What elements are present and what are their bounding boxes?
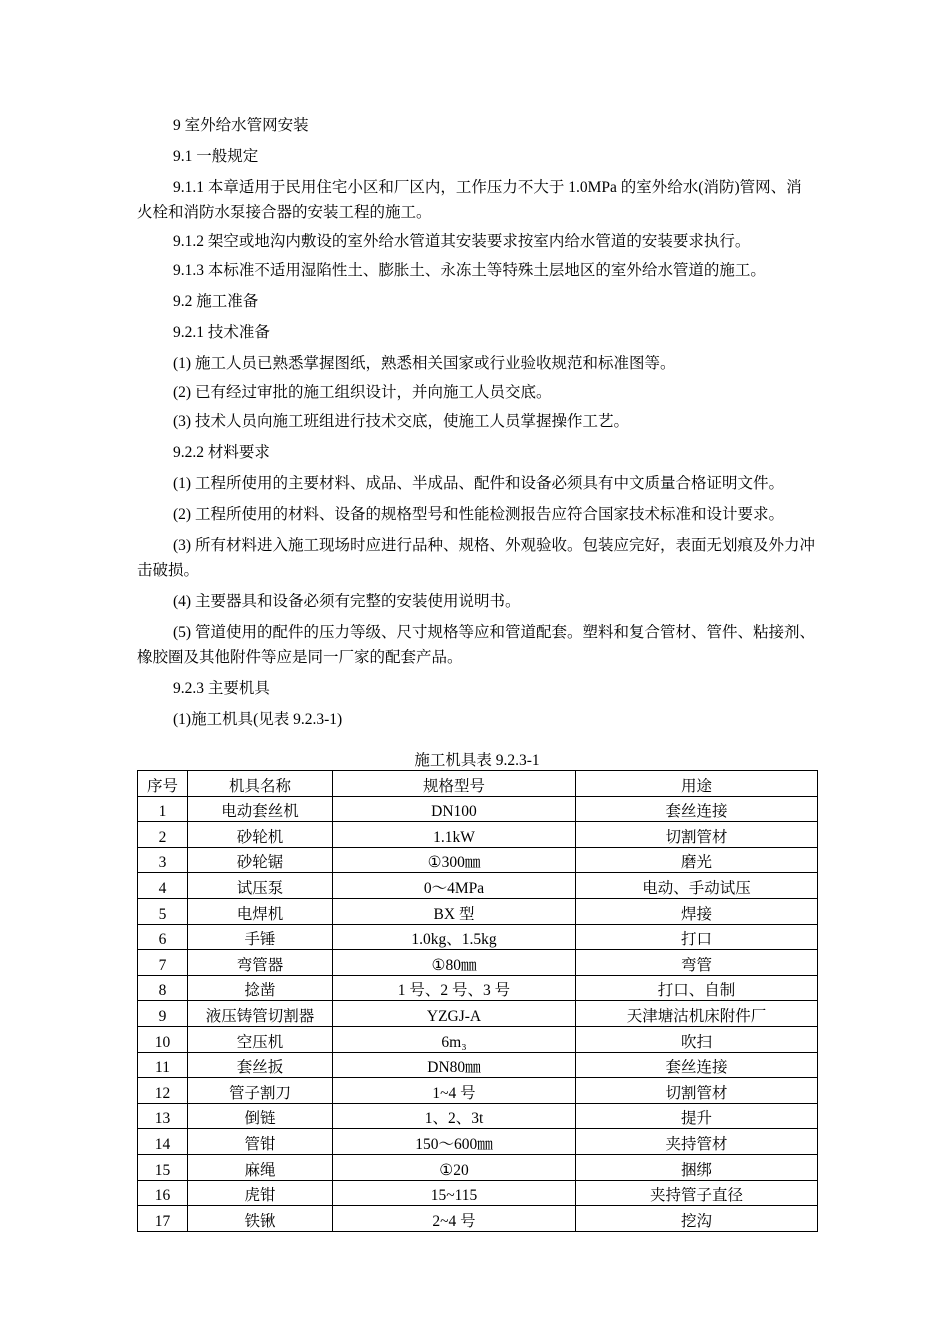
table-cell: BX 型 [333,898,576,924]
table-cell: 夹持管子直径 [576,1180,818,1206]
table-cell: 电动、手动试压 [576,873,818,899]
table-cell: 空压机 [188,1026,333,1052]
table-cell: 0〜4MPa [333,873,576,899]
list-item: (3) 技术人员向施工班组进行技术交底，使施工人员掌握操作工艺。 [173,413,629,430]
table-row [138,950,818,976]
header-cell: 规格型号 [333,771,576,797]
list-item: (3) 所有材料进入施工现场时应进行品种、规格、外观验收。包装应完好，表面无划痕及外力冲击破损。 [137,537,815,579]
table-cell: 12 [138,1078,188,1104]
table-cell: 管子割刀 [188,1078,333,1104]
table-row [138,1180,818,1206]
table-cell: 切割管材 [576,1078,818,1104]
table-row [138,1129,818,1155]
paragraph: 9.1.2 架空或地沟内敷设的室外给水管道其安装要求按室内给水管道的安装要求执行。 [173,233,751,250]
table-cell: 1.0kg、1.5kg [333,924,576,950]
table-cell: 1.1kW [333,822,576,848]
table-cell: 管钳 [188,1129,333,1155]
table-row [138,1206,818,1232]
table-row [138,898,818,924]
table-cell: 14 [138,1129,188,1155]
table-cell: 捆绑 [576,1154,818,1180]
table-cell: YZGJ-A [333,1001,576,1027]
table-cell: 5 [138,898,188,924]
table-cell: 2 [138,822,188,848]
table-caption: 施工机具表 9.2.3-1 [414,752,540,769]
table-row [138,796,818,822]
table-cell: 1 [138,796,188,822]
table-cell: 砂轮锯 [188,847,333,873]
table-cell: 17 [138,1206,188,1232]
paragraph: 9.1.3 本标准不适用湿陷性土、膨胀土、永冻土等特殊土层地区的室外给水管道的施工。 [173,262,766,279]
table-cell: 6m₃ [333,1026,576,1052]
table-cell: 2~4 号 [333,1206,576,1232]
paragraph: 9.1.1 本章适用于民用住宅小区和厂区内，工作压力不大于 1.0MPa 的室外给水(消防)管网、消火栓和消防水泵接合器的安装工程的施工。 [137,179,802,221]
list-item: (5) 管道使用的配件的压力等级、尺寸规格等应和管道配套。塑料和复合管材、管件、粘接剂、橡胶圈及其他附件等应是同一厂家的配套产品。 [137,624,815,666]
table-cell: 15~115 [333,1180,576,1206]
table-row [138,847,818,873]
table-cell: DN80㎜ [333,1052,576,1078]
subsection-heading: 9.2.1 技术准备 [173,324,270,341]
table-cell: 打口 [576,924,818,950]
table-cell: 套丝连接 [576,1052,818,1078]
table-row [138,822,818,848]
table-row [138,1078,818,1104]
table-cell: 提升 [576,1103,818,1129]
list-item: (1) 工程所使用的主要材料、成品、半成品、配件和设备必须具有中文质量合格证明文件。 [173,475,784,492]
table-cell: 天津塘沽机床附件厂 [576,1001,818,1027]
table-cell: 10 [138,1026,188,1052]
subsection-heading: 9.2 施工准备 [173,293,259,310]
table-cell: 弯管 [576,950,818,976]
table-cell: 打口、自制 [576,975,818,1001]
header-cell: 序号 [138,771,188,797]
table-cell: 焊接 [576,898,818,924]
subsection-heading: 9.2.2 材料要求 [173,444,270,461]
table-cell: 150〜600㎜ [333,1129,576,1155]
table-cell: 试压泵 [188,873,333,899]
table-row [138,1001,818,1027]
table-cell: ①20 [333,1154,576,1180]
table-cell: 砂轮机 [188,822,333,848]
table-row [138,1026,818,1052]
table-row [138,975,818,1001]
table-cell: 15 [138,1154,188,1180]
table-cell: 16 [138,1180,188,1206]
table-cell: 捻凿 [188,975,333,1001]
section-heading: 9 室外给水管网安装 [173,117,309,134]
table-cell: 弯管器 [188,950,333,976]
table-cell: 1~4 号 [333,1078,576,1104]
table-cell: 1、2、3t [333,1103,576,1129]
table-cell: 套丝连接 [576,796,818,822]
subsection-heading: 9.1 一般规定 [173,148,259,165]
table-cell: 吹扫 [576,1026,818,1052]
list-item: (1) 施工人员已熟悉掌握图纸，熟悉相关国家或行业验收规范和标准图等。 [173,355,676,372]
table-cell: 铁锹 [188,1206,333,1232]
table-cell: 电动套丝机 [188,796,333,822]
table-header-row [138,771,818,797]
table-cell: 6 [138,924,188,950]
list-item: (2) 已有经过审批的施工组织设计，并向施工人员交底。 [173,384,552,401]
table-cell: 4 [138,873,188,899]
table-cell: ①300㎜ [333,847,576,873]
table-cell: 电焊机 [188,898,333,924]
body-text [137,113,817,738]
table-cell: 虎钳 [188,1180,333,1206]
table-cell: 13 [138,1103,188,1129]
table-row [138,1052,818,1078]
table-row [138,873,818,899]
table-cell: 倒链 [188,1103,333,1129]
table-row [138,924,818,950]
table-cell: 套丝扳 [188,1052,333,1078]
table-cell: 9 [138,1001,188,1027]
table-cell: 手锤 [188,924,333,950]
table-cell: ①80㎜ [333,950,576,976]
subsection-heading: 9.2.3 主要机具 [173,680,270,697]
equipment-table [137,770,818,1232]
table-cell: 麻绳 [188,1154,333,1180]
paragraph: (1)施工机具(见表 9.2.3-1) [173,711,343,728]
list-item: (2) 工程所使用的材料、设备的规格型号和性能检测报告应符合国家技术标准和设计要求。 [173,506,784,523]
table-row [138,1154,818,1180]
table-row [138,1103,818,1129]
header-cell: 用途 [576,771,818,797]
table-cell: 液压铸管切割器 [188,1001,333,1027]
table-cell: DN100 [333,796,576,822]
table-cell: 3 [138,847,188,873]
header-cell: 机具名称 [188,771,333,797]
table-cell: 8 [138,975,188,1001]
table-cell: 11 [138,1052,188,1078]
table-cell: 夹持管材 [576,1129,818,1155]
table-cell: 7 [138,950,188,976]
list-item: (4) 主要器具和设备必须有完整的安装使用说明书。 [173,593,521,610]
table-cell: 磨光 [576,847,818,873]
table-cell: 1 号、2 号、3 号 [333,975,576,1001]
table-cell: 挖沟 [576,1206,818,1232]
table-cell: 切割管材 [576,822,818,848]
